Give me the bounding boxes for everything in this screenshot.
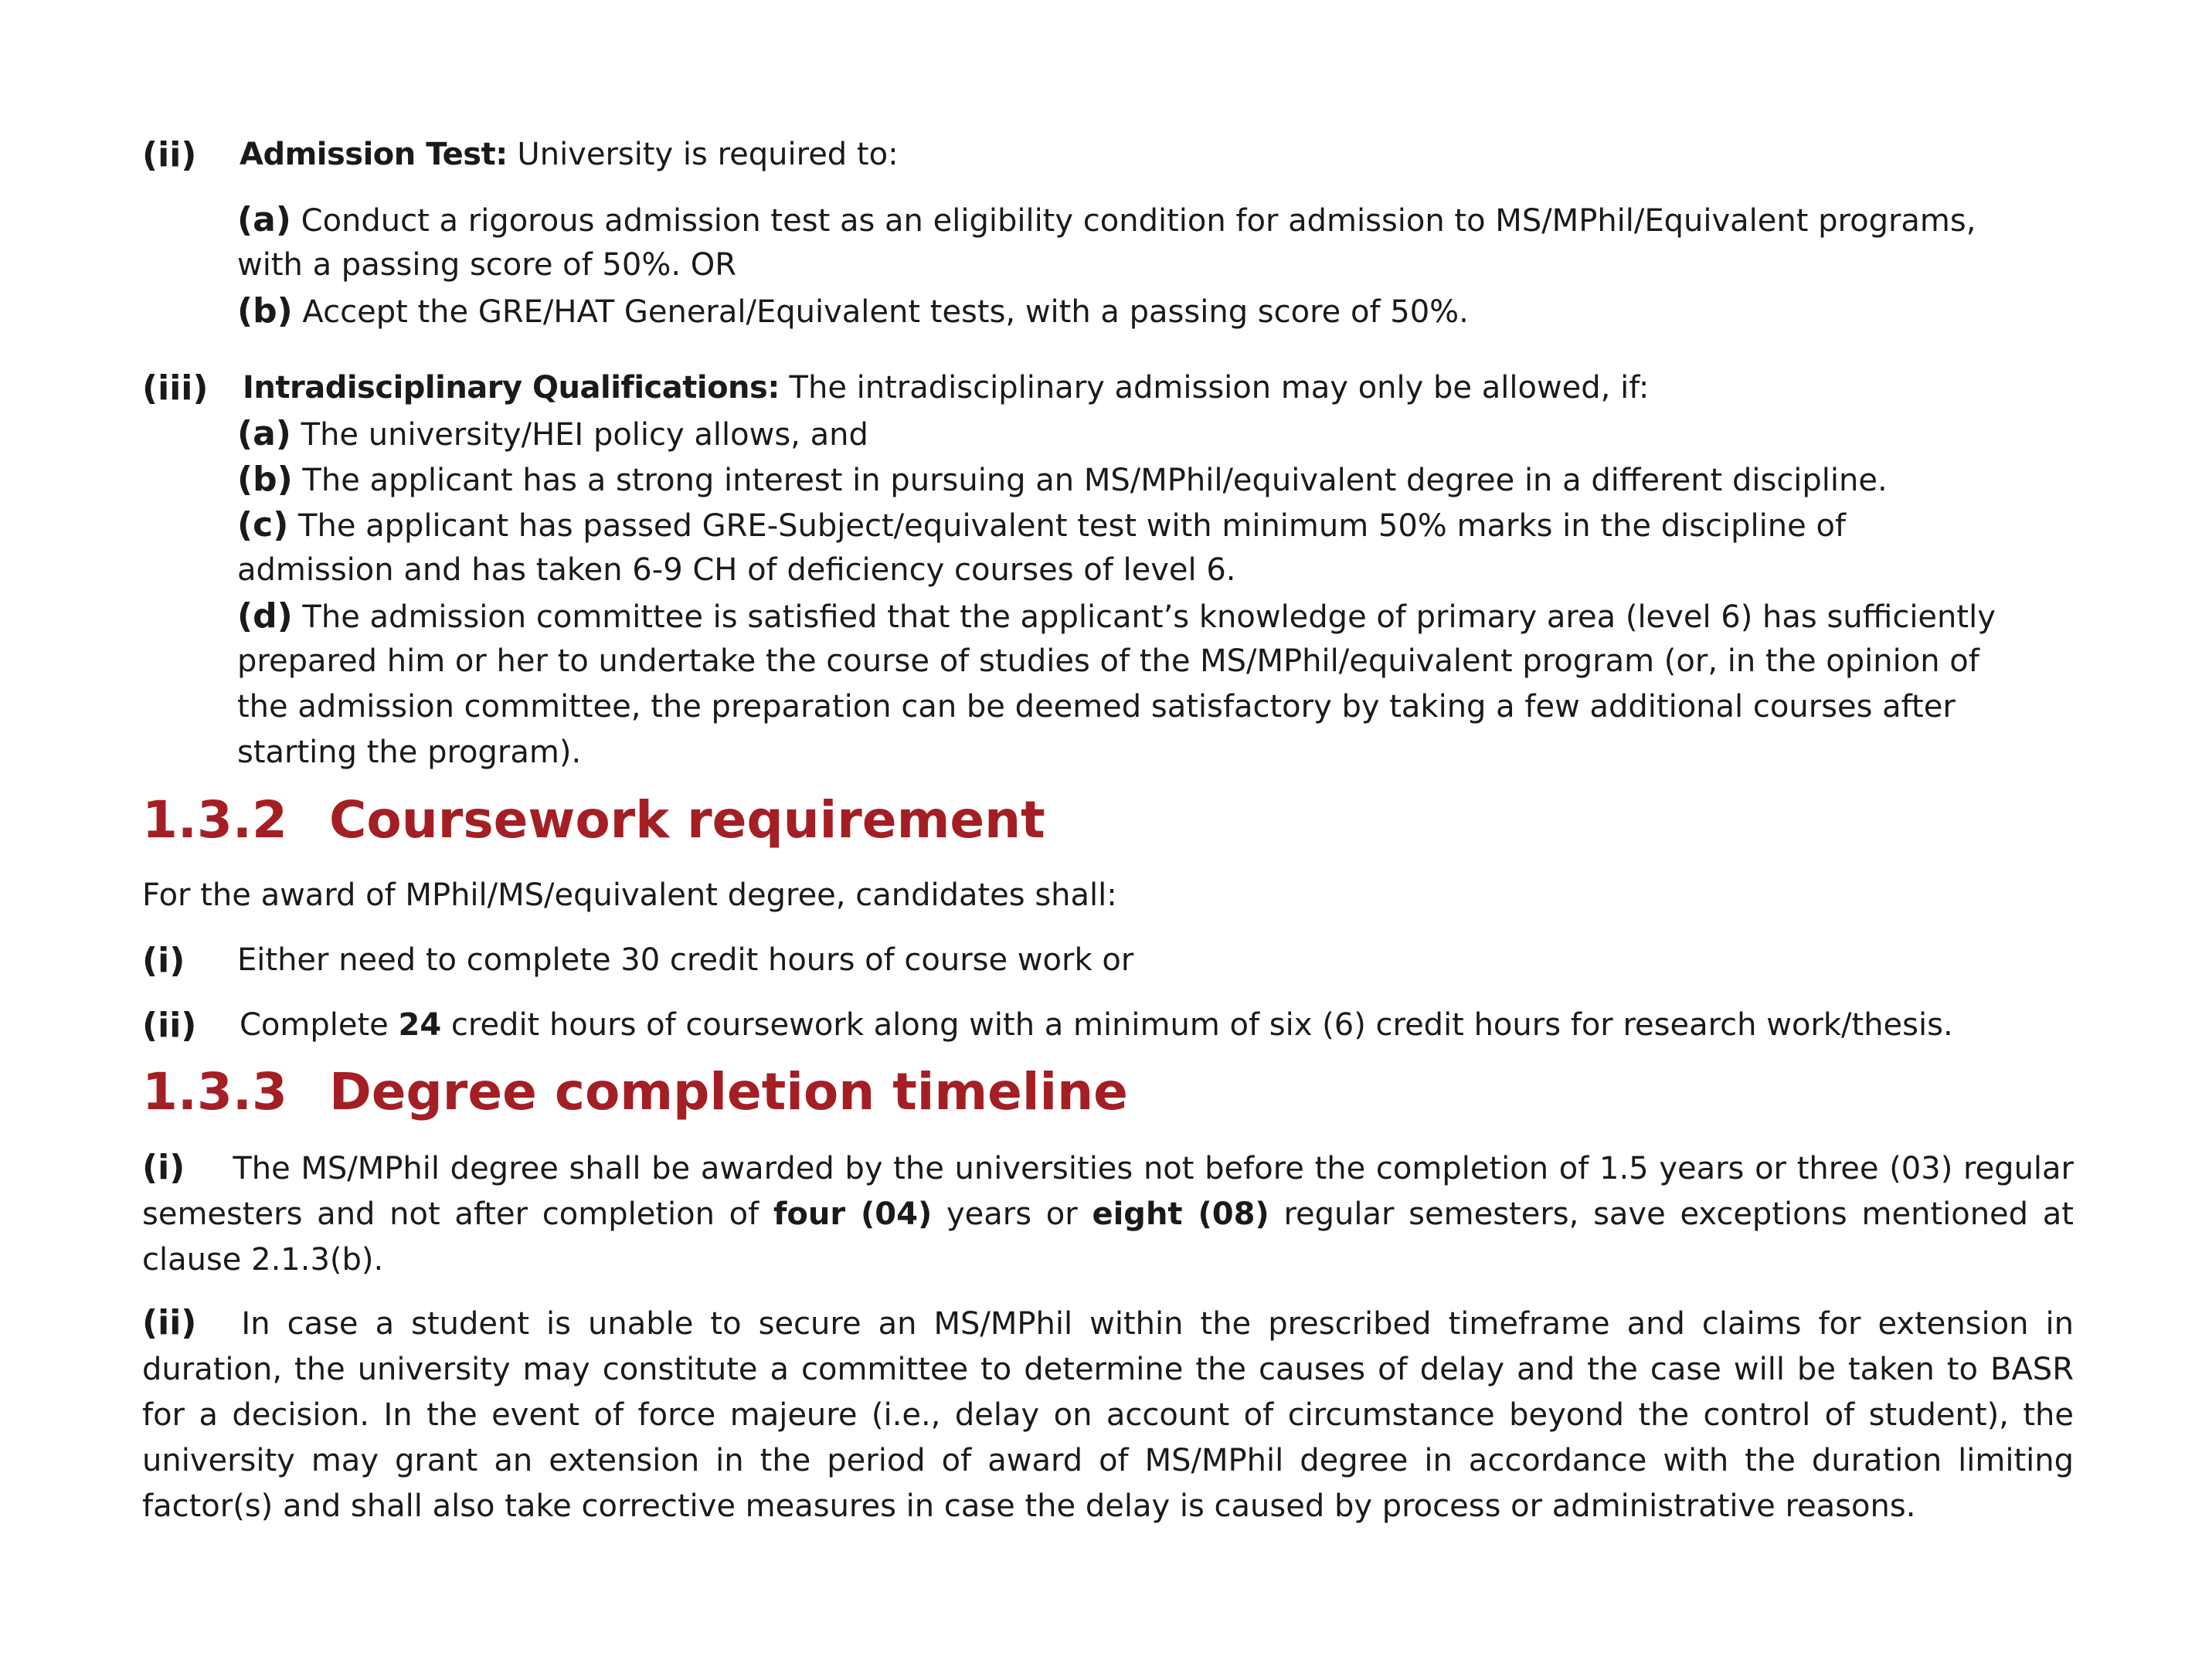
coursework-intro: For the award of MPhil/MS/equivalent degree, candidates shall: [142,877,1117,913]
admission-test-b-text: Accept the GRE/HAT General/Equivalent tests, with a passing score of 50%. [292,294,1469,330]
item-marker-ii: (ii) [142,1303,197,1342]
admission-test-a-line2: with a passing score of 50%. OR [237,247,737,283]
admission-test-a-text: Conduct a rigorous admission test as an eligibility condition for admission to MS/MPhil/Equivalent programs, [291,203,1976,239]
sub-marker-a: (a) [237,414,291,453]
intra-c-line1 [237,502,1846,549]
admission-test-heading [240,132,899,178]
coursework-ii-post: credit hours of coursework along with a minimum of six (6) credit hours for research work/thesis. [441,1007,1953,1043]
section-number: 1.3.3 [142,1062,287,1122]
coursework-ii-pre: Complete [240,1007,399,1043]
intra-d-line1 [237,593,1996,640]
timeline-i-text-2: years or [932,1196,1093,1232]
intra-c-line2: admission and has taken 6-9 CH of deficiency courses of level 6. [237,552,1236,588]
heading-degree-completion-timeline [142,1061,1378,1123]
intradisciplinary-text: The intradisciplinary admission may only be allowed, if: [779,370,1650,406]
section-title: Degree completion timeline [329,1062,1128,1122]
intra-d-line2: prepared him or her to undertake the course of studies of the MS/MPhil/equivalent program (or, in the opinion of [237,643,1979,679]
admission-test-lead: Admission Test: [240,137,508,172]
heading-coursework-requirement [142,789,1224,851]
timeline-item-i [142,1145,2074,1283]
timeline-i-text-1: The MS/MPhil degree shall be awarded by the universities not before the completion of 1.5 years or three (03) regular semesters and not after completion of [142,1151,2074,1232]
intradisciplinary-lead: Intradisciplinary Qualifications: [243,370,780,406]
intradisciplinary-heading [243,365,1649,411]
sub-marker-b: (b) [237,460,293,499]
item-marker-ii: (ii) [142,135,197,175]
intra-d-line3: the admission committee, the preparation can be deemed satisfactory by taking a few additional courses after [237,689,1956,725]
item-marker-iii: (iii) [142,368,209,408]
intra-a-text: The university/HEI policy allows, and [291,417,868,453]
admission-test-b-line1 [237,288,1469,335]
item-marker-i: (i) [142,941,185,980]
section-number: 1.3.2 [142,790,287,850]
timeline-item-ii [142,1300,2074,1529]
timeline-i-text-3: regular semesters, save exceptions mentioned at clause 2.1.3(b). [142,1196,2074,1278]
coursework-ii-bold: 24 [398,1007,442,1043]
sub-marker-d: (d) [237,596,293,636]
timeline-ii-text: In case a student is unable to secure an MS/MPhil within the prescribed timeframe and claims for extension in duration, the university may constitute a committee to determine the causes of delay and the case will be taken to BASR for a decision. In the event of force majeure (i.e., delay on account of circumstance beyond the control of student), the university may grant an extension in the period of award of MS/MPhil degree in accordance with the duration limiting factor(s) and shall also take corrective measures in case the delay is caused by process or administrative reasons. [142,1306,2074,1524]
sub-marker-b: (b) [237,291,293,331]
intra-d-text: The admission committee is satisfied that the applicant’s knowledge of primary area (level 6) has sufficiently [292,599,1996,635]
item-marker-ii: (ii) [142,1006,197,1045]
section-title: Coursework requirement [329,790,1045,850]
timeline-i-bold-1: four (04) [773,1196,933,1232]
coursework-item-i: Either need to complete 30 credit hours of course work or [237,942,1134,978]
admission-test-a-line1 [237,197,1976,244]
sub-marker-c: (c) [237,505,289,545]
sub-marker-a: (a) [237,200,291,239]
admission-test-text: University is required to: [507,137,899,172]
timeline-i-bold-2: eight (08) [1092,1196,1269,1232]
item-marker-i: (i) [142,1148,185,1187]
intra-a-line1 [237,411,868,458]
intra-c-text: The applicant has passed GRE-Subject/equivalent test with minimum 50% marks in the discipline of [288,508,1846,544]
intra-b-line1 [237,456,1888,504]
intra-d-line4: starting the program). [237,735,582,770]
intra-b-text: The applicant has a strong interest in pursuing an MS/MPhil/equivalent degree in a different discipline. [292,463,1888,498]
coursework-item-ii [240,1003,1953,1048]
